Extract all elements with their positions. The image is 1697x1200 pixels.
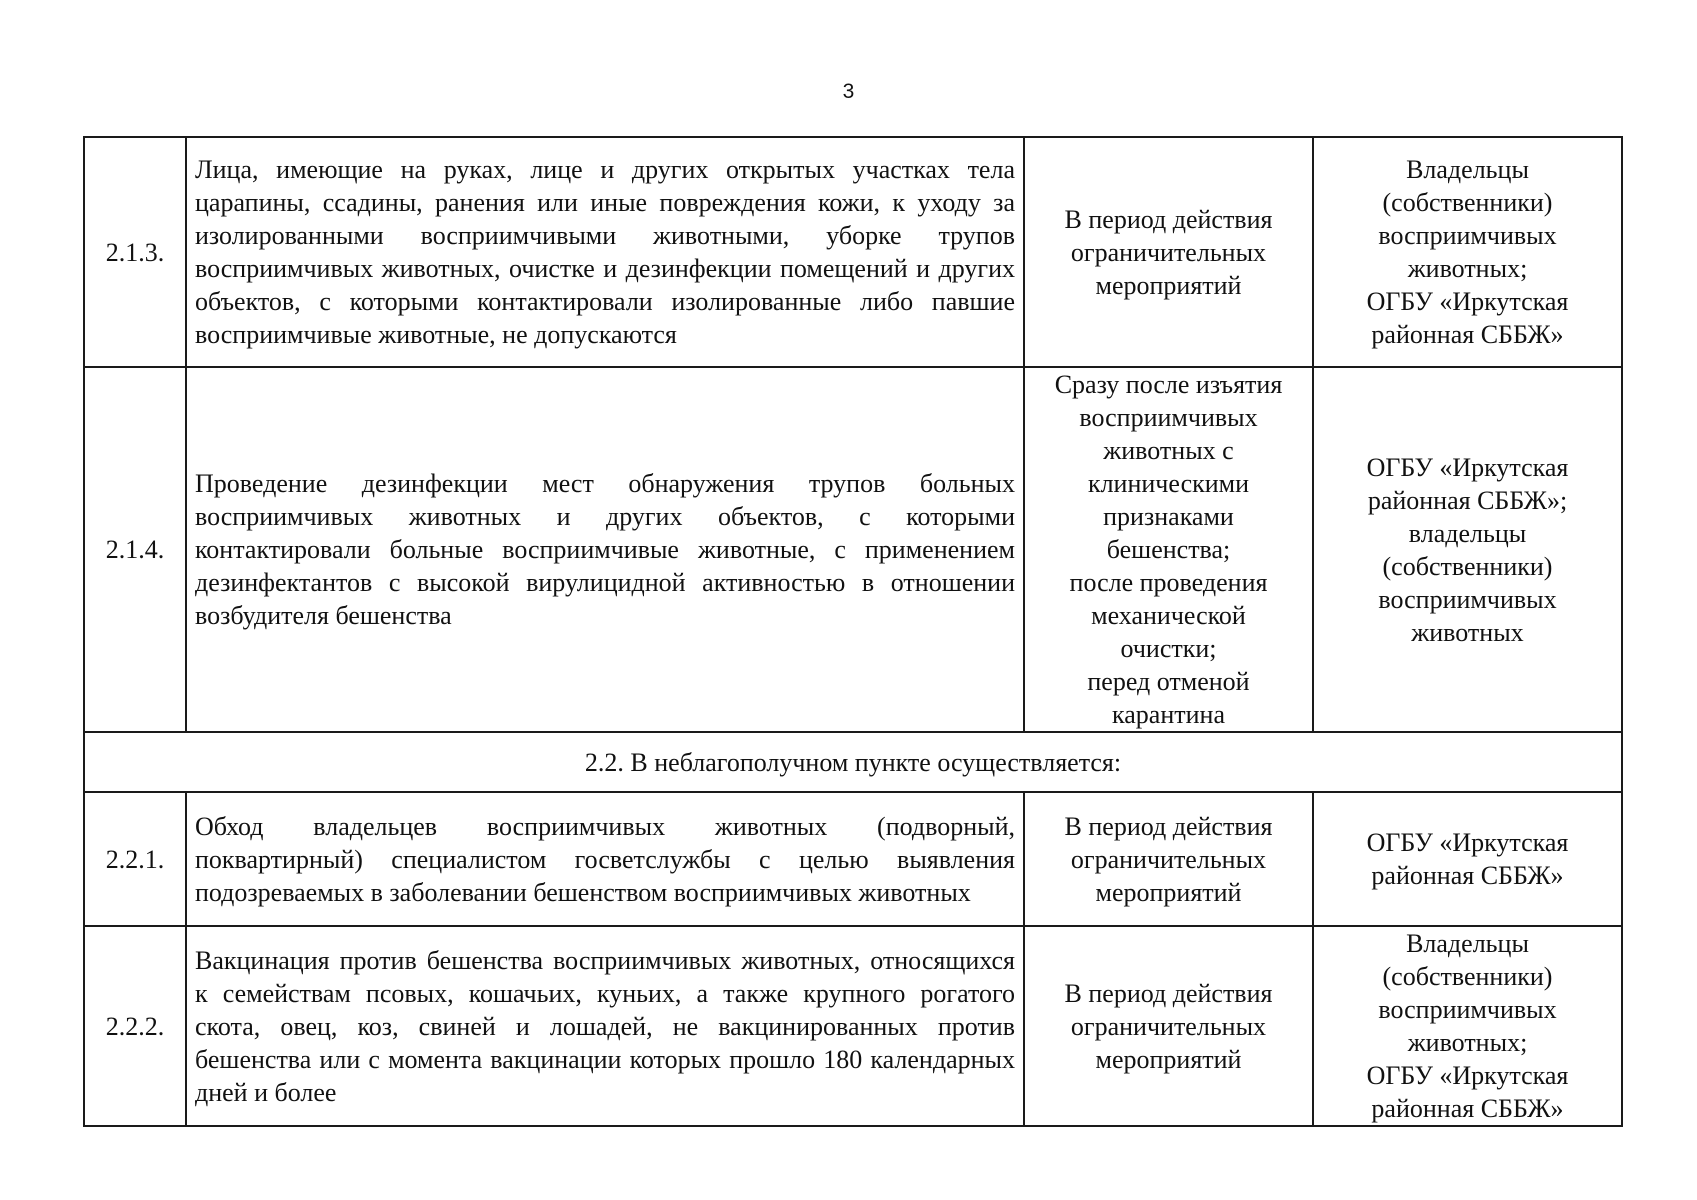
timing-line: восприимчивых — [1079, 403, 1258, 432]
responsible-line: (собственники) — [1382, 962, 1553, 991]
responsible-line: животных — [1411, 617, 1524, 647]
timing-line: Сразу после изъятия — [1054, 370, 1283, 399]
responsible-line: районная СББЖ» — [1371, 320, 1564, 349]
table-row — [84, 792, 1622, 926]
timing-line: механической — [1091, 601, 1246, 630]
item-description: Вакцинация против бешенства восприимчивых животных, относящихся к семействам псовых, кошачьих, куньих, а также крупного рогатого скота, овец, коз, свиней и лошадей, не вакцинированных против бешенства или с момента вакцинации которых прошло 180 календарных дней и более — [186, 926, 1024, 1126]
responsible-line: ОГБУ «Иркутская — [1366, 828, 1569, 857]
item-timing — [1024, 926, 1313, 1126]
item-responsible — [1313, 926, 1622, 1126]
timing-line: ограничительных — [1070, 1011, 1267, 1041]
timing-line: карантина — [1112, 700, 1225, 729]
timing-line: животных с — [1103, 436, 1234, 465]
timing-line: В период действия — [1064, 204, 1273, 234]
responsible-line: (собственники) — [1382, 551, 1553, 581]
item-timing — [1024, 367, 1313, 732]
item-number: 2.2.1. — [84, 792, 186, 926]
page-number: 3 — [842, 80, 855, 103]
responsible-line: владельцы — [1408, 518, 1527, 548]
table-row — [84, 367, 1622, 732]
item-number: 2.1.3. — [84, 137, 186, 367]
section-header-row — [84, 732, 1622, 792]
item-number: 2.1.4. — [84, 367, 186, 732]
timing-line: признаками — [1103, 502, 1234, 531]
table-row — [84, 926, 1622, 1126]
timing-line: мероприятий — [1095, 1044, 1242, 1074]
section-title: 2.2. В неблагополучном пункте осуществляется: — [84, 732, 1622, 792]
responsible-line: животных; — [1407, 254, 1528, 283]
timing-line: мероприятий — [1095, 270, 1242, 300]
timing-line: перед отменой — [1087, 667, 1250, 696]
responsible-line: восприимчивых — [1378, 221, 1557, 250]
item-number: 2.2.2. — [84, 926, 186, 1126]
responsible-line: районная СББЖ» — [1371, 861, 1564, 890]
item-responsible — [1313, 367, 1622, 732]
item-timing — [1024, 137, 1313, 367]
timing-line: В период действия — [1064, 811, 1273, 841]
item-description: Обход владельцев восприимчивых животных (подворный, поквартирный) специалистом госветслужбы с целью выявления подозреваемых в заболевании бешенством восприимчивых животных — [186, 792, 1024, 926]
timing-line: бешенства; — [1106, 535, 1231, 564]
item-responsible — [1313, 137, 1622, 367]
responsible-line: животных; — [1407, 1028, 1528, 1057]
responsible-line: районная СББЖ»; — [1367, 485, 1568, 515]
item-description: Проведение дезинфекции мест обнаружения трупов больных восприимчивых животных и других объектов, с которыми контактировали больные восприимчивые животные, с применением дезинфектантов с высокой вирулицидной активностью в отношении возбудителя бешенства — [186, 367, 1024, 732]
table-row — [84, 137, 1622, 367]
timing-line: ограничительных — [1070, 237, 1267, 267]
item-description: Лица, имеющие на руках, лице и других открытых участках тела царапины, ссадины, ранения или иные повреждения кожи, к уходу за изолированными восприимчивыми животными, уборке трупов восприимчивых животных, очистке и дезинфекции помещений и других объектов, с которыми контактировали изолированные либо павшие восприимчивые животные, не допускаются — [186, 137, 1024, 367]
responsible-line: ОГБУ «Иркутская — [1366, 287, 1569, 316]
item-timing — [1024, 792, 1313, 926]
responsible-line: Владельцы — [1406, 155, 1529, 184]
responsible-line: районная СББЖ» — [1371, 1094, 1564, 1123]
responsible-line: ОГБУ «Иркутская — [1366, 1061, 1569, 1090]
responsible-line: (собственники) — [1382, 188, 1553, 217]
responsible-line: восприимчивых — [1378, 584, 1557, 614]
responsible-line: ОГБУ «Иркутская — [1366, 452, 1569, 482]
measures-table — [83, 136, 1623, 1127]
timing-line: В период действия — [1064, 978, 1273, 1008]
item-responsible — [1313, 792, 1622, 926]
responsible-line: восприимчивых — [1378, 995, 1557, 1024]
timing-line: после проведения — [1069, 568, 1268, 597]
timing-line: клиническими — [1087, 469, 1250, 498]
timing-line: ограничительных — [1070, 844, 1267, 874]
timing-line: очистки; — [1120, 634, 1217, 663]
responsible-line: Владельцы — [1406, 929, 1529, 958]
timing-line: мероприятий — [1095, 877, 1242, 907]
